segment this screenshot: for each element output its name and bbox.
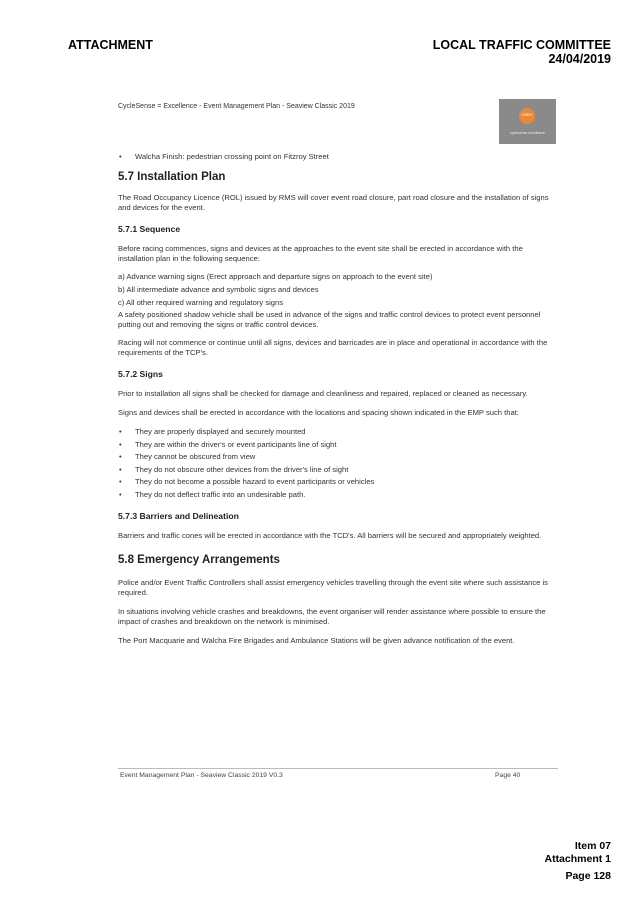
footer-divider <box>118 768 558 769</box>
logo-tagline: cyclesense excellence <box>510 131 545 135</box>
paragraph: Barriers and traffic cones will be erected in accordance with the TCD's. All barriers will be secured and appropriately weighted. <box>118 530 542 540</box>
document-footer-title: Event Management Plan - Seaview Classic 2019 V0.3 <box>120 772 283 779</box>
document-page-number: Page 40 <box>495 772 521 779</box>
section-heading-5-8: 5.8 Emergency Arrangements <box>118 553 280 566</box>
item-number: Item 07 <box>574 840 611 852</box>
committee-title: LOCAL TRAFFIC COMMITTEE <box>432 38 611 52</box>
paragraph: Before racing commences, signs and devices at the approaches to the event site shall be erected in accordance with the installation plan in the following sequence: <box>118 244 523 263</box>
list-item: c) All other required warning and regulatory signs <box>118 298 284 307</box>
document-body <box>118 152 558 646</box>
committee-header <box>433 38 611 66</box>
section-heading-5-7: 5.7 Installation Plan <box>118 171 226 183</box>
page-number: Page 128 <box>565 870 611 882</box>
logo-circle-icon <box>519 108 535 124</box>
committee-date: 24/04/2019 <box>548 52 611 66</box>
section-heading-5-7-2: 5.7.2 Signs <box>118 369 163 379</box>
paragraph: Signs and devices shall be erected in accordance with the locations and spacing shown indicated in the EMP such that: <box>118 408 519 417</box>
item-reference <box>544 840 611 866</box>
attachment-number: Attachment 1 <box>544 853 611 865</box>
paragraph: The Port Macquarie and Walcha Fire Brigades and Ambulance Stations will be given advance notification of the event. <box>118 635 515 645</box>
paragraph: A safety positioned shadow vehicle shall be used in advance of the signs and traffic control devices to protect event personnel putting out and removing the signs or traffic control devices. <box>118 310 541 329</box>
section-heading-5-7-1: 5.7.1 Sequence <box>118 224 181 234</box>
paragraph: Police and/or Event Traffic Controllers shall assist emergency vehicles travelling through the event site where such assistance is required. <box>118 577 548 597</box>
cyclesense-logo <box>499 99 556 144</box>
list-item: • They are properly displayed and securely mounted <box>118 427 558 437</box>
paragraph: In situations involving vehicle crashes and breakdowns, the event organiser will render assistance where possible to ensure the impact of crashes and breakdown on the network is minimised. <box>118 606 546 626</box>
document-header-title: CycleSense = Excellence - Event Management Plan - Seaview Classic 2019 <box>118 103 355 110</box>
list-item: • They do not become a possible hazard to event participants or vehicles <box>118 477 558 487</box>
list-item: • They are within the driver's or event participants line of sight <box>118 440 558 450</box>
attachment-label: ATTACHMENT <box>68 38 153 52</box>
logo-mark: CSEV <box>521 112 533 117</box>
paragraph: The Road Occupancy Licence (ROL) issued by RMS will cover event road closure, part road closure and the installation of signs and devices for the event. <box>118 193 549 212</box>
list-item: • They do not deflect traffic into an undesirable path. <box>118 490 558 500</box>
list-item: • They do not obscure other devices from the driver's line of sight <box>118 465 558 475</box>
list-item: • They cannot be obscured from view <box>118 452 558 462</box>
list-item: b) All intermediate advance and symbolic signs and devices <box>118 285 319 294</box>
list-item: • Walcha Finish: pedestrian crossing point on Fitzroy Street <box>118 152 558 162</box>
section-heading-5-7-3: 5.7.3 Barriers and Delineation <box>118 510 239 521</box>
paragraph: Racing will not commence or continue until all signs, devices and barricades are in place and operational in accordance with the requirements of the TCP's. <box>118 338 548 357</box>
paragraph: Prior to installation all signs shall be checked for damage and cleanliness and repaired, replaced or cleaned as necessary. <box>118 389 528 398</box>
list-item: a) Advance warning signs (Erect approach and departure signs on approach to the event site) <box>118 272 433 281</box>
